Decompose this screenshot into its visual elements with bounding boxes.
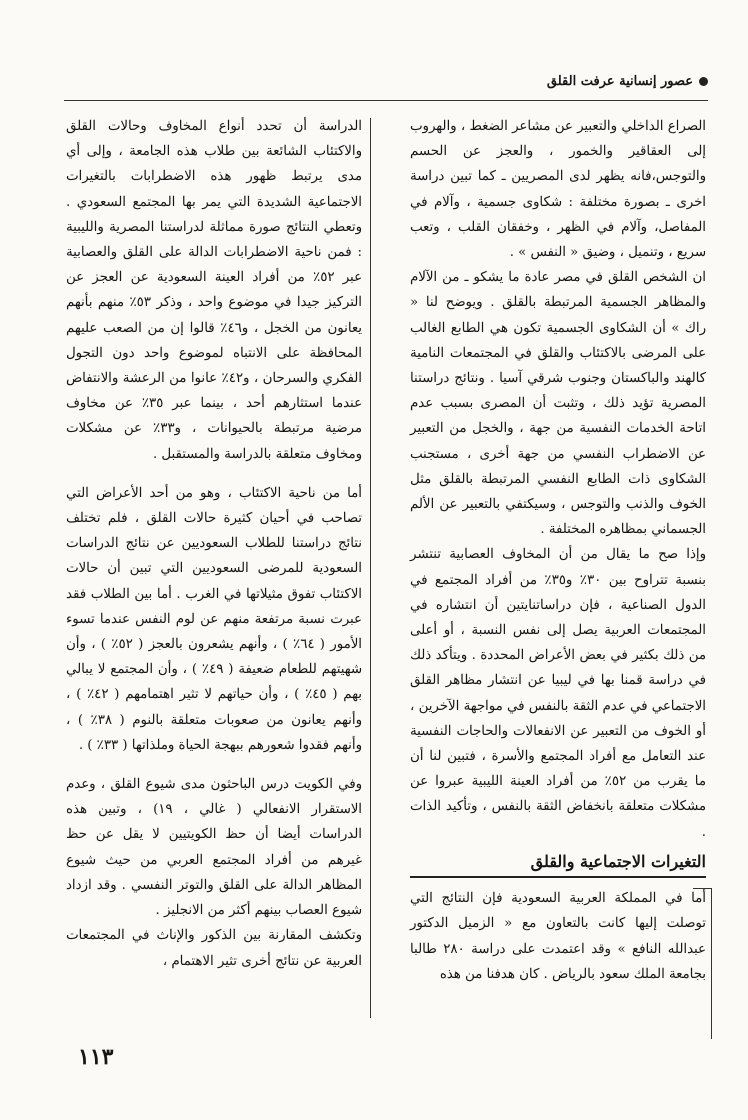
- paragraph-gap: [66, 758, 362, 772]
- paragraph: أما من ناحية الاكتئاب ، وهو من أحد الأعراض التي تصاحب في أحيان كثيرة حالات القلق ، فلم تختلف نتائج دراستنا للطلاب السعوديين عن نتائج الدراسات السعودية للمرضى السعوديين التي تبين أن حالات الاكتئاب تفوق مثيلاتها في الغرب . أما بين الطلاب فقد عبرت نسبة مرتفعة منهم عن لوم النفس عندما تسوء الأمور ( ٦٤٪ ) ، وأنهم يشعرون بالعجز ( ٥٢٪ ) ، وأن شهيتهم للطعام ضعيفة ( ٤٩٪ ) ، وأن المجتمع لا يبالي بهم ( ٤٥٪ ) ، وأن حياتهم لا تثير اهتمامهم ( ٤٢٪ ) ، وأنهم يعانون من صعوبات متعلقة بالنوم ( ٣٨٪ ) ، وأنهم فقدوا شعورهم ببهجة الحياة وملذاتها ( ٣٣٪ ) .: [66, 485, 362, 753]
- paragraph-gap: [66, 467, 362, 481]
- column-divider: [370, 118, 371, 1018]
- header-divider: [64, 100, 708, 101]
- page-number: ١١٣: [78, 1044, 114, 1070]
- left-column: [66, 114, 362, 974]
- paragraph: أما في المملكة العربية السعودية فإن النتائج التي توصلت إليها كانت بالتعاون مع « الزميل الدكتور عبدالله النافع » وقد اعتمدت على دراسة ٢٨٠ طالبا بجامعة الملك سعود بالرياض . كان هدفنا من هذه: [410, 891, 706, 982]
- section-bracket: [693, 888, 712, 1039]
- bullet-icon: [699, 77, 708, 86]
- paragraph: الصراع الداخلي والتعبير عن مشاعر الضغط ، والهروب إلى العقاقير والخمور ، والعجز عن الحسم والتوجس،فانه يظهر لدى المصريين ـ كما تبين دراسة اخرى ـ بصورة مختلفة : شكاوى جسمية ، وآلام في المفاصل، وآلام في الظهر ، وخفقان القلب ، وتعب سريع ، وتنميل ، وضيق « النفس » .: [410, 119, 706, 261]
- paragraph: وإذا صح ما يقال من أن المخاوف العصابية تنتشر بنسبة تتراوح بين ٣٠٪ و٣٥٪ من أفراد المجتمع في الدول الصناعية ، فإن دراساتنايتين أن انتشاره في المجتمعات العربية يصل إلى نفس النسبة ، أو أعلى من ذلك بكثير في بعض الأعراض المحددة . ويتأكد ذلك في دراسة قمنا بها في ليبيا عن انتشار مظاهر القلق الاجتماعي في عدم الثقة بالنفس في مواجهة الآخرين ، أو الخوف من التعبير عن الانفعالات والحاجات النفسية عند التعامل مع أفراد المجتمع والأسرة ، فتبين لنا أن ما يقرب من ٥٢٪ من أفراد العينة الليبية عبروا عن مشكلات متعلقة بانخفاض الثقة بالنفس ، وتأكيد الذات .: [410, 547, 707, 840]
- running-header: [547, 74, 708, 89]
- paragraph: ان الشخص القلق في مصر عادة ما يشكو ـ من الآلام والمظاهر الجسمية المرتبطة بالقلق . ويوضح لنا « راك » أن الشكاوى الجسمية تكون هي الطابع الغالب على المرضى بالاكتئاب والقلق في المجتمعات النامية كالهند والباكستان وجنوب شرقي آسيا . ونتائج دراستنا المصرية تؤيد ذلك ، وتثبت أن المصرى بسبب عدم اتاحة الخدمات النفسية من جهة ، والخجل من التعبير عن الاضطراب النفسي من جهة أخرى ، مستجنب الشكاوى ذات الطابع النفسي المرتبطة بالقلق مثل الخوف والذنب والتوجس ، وسيكتفي بالتعبير عن الألم الجسماني بمظاهره المختلفة .: [410, 270, 706, 538]
- section-heading: التغيرات الاجتماعية والقلق: [410, 849, 706, 878]
- paragraph: وفي الكويت درس الباحثون مدى شيوع القلق ، وعدم الاستقرار الانفعالي ( غالي ، ١٩) ، وتبين هذه الدراسات أيضا أن حظ الكويتيين لا يقل عن حظ غيرهم من أفراد المجتمع العربي من حيث شيوع المظاهر الدالة على القلق والتوتر النفسي . وقد ازداد شيوع العصاب بينهم أكثر من الانجليز .: [66, 777, 363, 919]
- paragraph: الدراسة أن تحدد أنواع المخاوف وحالات القلق والاكتئاب الشائعة بين طلاب هذه الجامعة ، وإلى أي مدى يرتبط ظهور هذه الاضطرابات بالتغيرات الاجتماعية الشديدة التي يمر بها المجتمع السعودي . وتعطي النتائج صورة مماثلة لدراستنا المصرية والليبية : فمن ناحية الاضطرابات الدالة على القلق والعصابية عبر ٥٢٪ من أفراد العينة السعودية عن العجز عن التركيز جيدا في موضوع واحد ، وذكر ٥٣٪ منهم بأنهم يعانون من الخجل ، و٤٦٪ قالوا إن من الصعب عليهم المحافظة على الانتباه لموضوع واحد دون التجول الفكري والسرحان ، و٤٢٪ عانوا من الرعشة والانتفاض عندما استثارهم أحد ، بينما عبر ٣٥٪ عن مخاوف مرضية مرتبطة بالحيوانات ، و٣٣٪ عن مشكلات ومخاوف متعلقة بالدراسة والمستقبل .: [66, 119, 363, 462]
- paragraph: وتكشف المقارنة بين الذكور والإناث في المجتمعات العربية عن نتائج أخرى تثير الاهتمام ،: [66, 928, 362, 969]
- running-header-title: عصور إنسانية عرفت القلق: [546, 74, 693, 89]
- right-column: [410, 114, 706, 987]
